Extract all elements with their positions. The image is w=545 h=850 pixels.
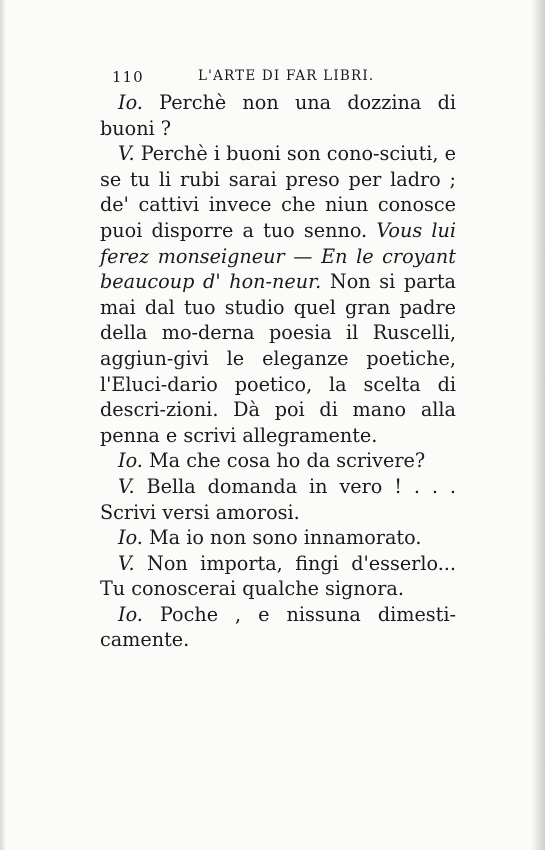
paragraph (100, 448, 456, 474)
paragraph (100, 551, 456, 602)
page-edge-left (0, 0, 6, 850)
french-quotation: Vous lui ferez monseigneur — En le croyant beaucoup d' hon-neur. (100, 218, 456, 294)
running-title: L'ARTE DI FAR LIBRI. (198, 68, 375, 84)
dialogue-text (100, 90, 456, 653)
page-number: 110 (112, 68, 144, 86)
paragraph (100, 474, 456, 525)
paragraph-text: Ma che cosa ho da scrivere? (142, 449, 426, 473)
paragraph-text: Perchè non una dozzina di buoni ? (100, 91, 456, 140)
paragraph (100, 602, 456, 653)
speaker-label: V. (118, 474, 135, 498)
paragraph-text: Non si parta mai dal tuo studio quel gran padre della mo-derna poesia il Ruscelli, aggiun-givi le eleganze poetiche, l'Eluci-dario poetico, la scelta di descri-zioni. Dà poi di mano alla penna e scrivi allegramente. (100, 270, 456, 447)
page-header (112, 68, 472, 88)
paragraph-text: Perchè i buoni son cono-sciuti, e se tu li rubi sarai preso per ladro ; de' cattivi invece che niun conosce puoi disporre a tuo senno. (100, 142, 456, 242)
paragraph (100, 141, 456, 448)
speaker-label: V. (118, 142, 135, 166)
paragraph-text: Non importa, fingi d'esserlo... Tu conoscerai qualche signora. (100, 551, 456, 601)
paragraph (100, 90, 456, 141)
speaker-label: Io. (118, 602, 143, 626)
page-edge-right (531, 0, 545, 850)
speaker-label: Io. (118, 91, 143, 114)
paragraph-text: Bella domanda in vero ! . . . Scrivi versi amorosi. (100, 474, 456, 524)
speaker-label: Io. (118, 526, 143, 550)
speaker-label: V. (118, 551, 135, 575)
paragraph (100, 525, 456, 551)
paragraph-text: Ma io non sono innamorato. (142, 526, 422, 550)
speaker-label: Io. (118, 449, 143, 473)
paragraph-text: Poche , e nissuna dimesti-camente. (100, 602, 456, 652)
